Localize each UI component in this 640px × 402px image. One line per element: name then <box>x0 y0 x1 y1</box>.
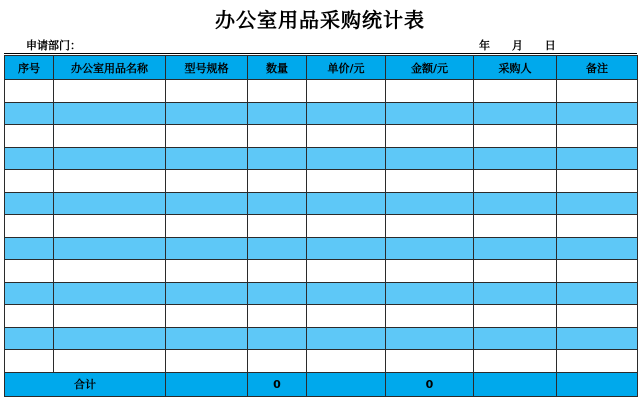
table-cell[interactable] <box>5 215 54 238</box>
table-cell[interactable] <box>557 102 638 125</box>
purchase-table <box>4 55 638 397</box>
table-cell[interactable] <box>54 80 166 103</box>
table-cell[interactable] <box>386 125 474 148</box>
table-row <box>5 282 638 305</box>
table-cell[interactable] <box>248 147 307 170</box>
table-cell[interactable] <box>166 147 248 170</box>
table-cell[interactable] <box>54 215 166 238</box>
table-cell[interactable] <box>307 170 386 193</box>
table-cell[interactable] <box>557 125 638 148</box>
table-cell[interactable] <box>166 327 248 350</box>
table-row <box>5 237 638 260</box>
table-cell[interactable] <box>307 192 386 215</box>
table-cell[interactable] <box>474 102 557 125</box>
table-cell[interactable] <box>386 102 474 125</box>
table-cell[interactable] <box>474 170 557 193</box>
table-cell[interactable] <box>5 147 54 170</box>
table-cell[interactable] <box>248 125 307 148</box>
table-cell[interactable] <box>166 260 248 283</box>
table-cell[interactable] <box>474 80 557 103</box>
table-cell[interactable] <box>166 282 248 305</box>
table-cell[interactable] <box>557 80 638 103</box>
table-cell[interactable] <box>166 237 248 260</box>
date-line <box>479 37 556 53</box>
month-label: 月 <box>511 39 523 52</box>
day-label: 日 <box>544 39 556 52</box>
table-cell[interactable] <box>307 215 386 238</box>
total-amount[interactable]: 0 <box>386 372 474 396</box>
table-cell[interactable] <box>248 102 307 125</box>
table-cell[interactable] <box>307 327 386 350</box>
table-cell[interactable] <box>307 282 386 305</box>
table-cell[interactable] <box>5 102 54 125</box>
table-cell[interactable] <box>557 215 638 238</box>
table-cell[interactable] <box>386 237 474 260</box>
table-cell[interactable] <box>54 327 166 350</box>
total-cell-buyer[interactable] <box>474 372 557 396</box>
table-cell[interactable] <box>166 305 248 328</box>
table-cell[interactable] <box>5 80 54 103</box>
table-cell[interactable] <box>54 305 166 328</box>
table-cell[interactable] <box>54 102 166 125</box>
header-cell-buyer: 采购人 <box>474 56 557 80</box>
table-cell[interactable] <box>166 102 248 125</box>
table-cell[interactable] <box>557 170 638 193</box>
table-cell[interactable] <box>474 125 557 148</box>
table-cell[interactable] <box>307 305 386 328</box>
table-row <box>5 260 638 283</box>
meta-line <box>0 37 640 53</box>
table-cell[interactable] <box>557 282 638 305</box>
table-cell[interactable] <box>54 170 166 193</box>
header-cell-unit-price: 单价/元 <box>307 56 386 80</box>
table-cell[interactable] <box>54 282 166 305</box>
table-cell[interactable] <box>166 350 248 373</box>
table-cell[interactable] <box>307 102 386 125</box>
table-cell[interactable] <box>557 147 638 170</box>
table-cell[interactable] <box>54 125 166 148</box>
table-cell[interactable] <box>557 327 638 350</box>
table-cell[interactable] <box>166 80 248 103</box>
table-cell[interactable] <box>307 125 386 148</box>
table-cell[interactable] <box>474 237 557 260</box>
table-cell[interactable] <box>557 260 638 283</box>
table-cell[interactable] <box>5 282 54 305</box>
table-cell[interactable] <box>166 192 248 215</box>
table-row <box>5 170 638 193</box>
table-row <box>5 102 638 125</box>
table-body <box>5 80 638 373</box>
table-cell[interactable] <box>386 327 474 350</box>
table-cell[interactable] <box>474 147 557 170</box>
table-cell[interactable] <box>5 192 54 215</box>
table-row <box>5 327 638 350</box>
header-cell-spec: 型号规格 <box>166 56 248 80</box>
table-cell[interactable] <box>386 305 474 328</box>
table-row <box>5 350 638 373</box>
table-row <box>5 192 638 215</box>
table-cell[interactable] <box>474 305 557 328</box>
table-cell[interactable] <box>248 80 307 103</box>
table-cell[interactable] <box>474 215 557 238</box>
table-cell[interactable] <box>307 237 386 260</box>
header-cell-index: 序号 <box>5 56 54 80</box>
table-cell[interactable] <box>5 350 54 373</box>
department-label: 申请部门： <box>26 39 81 52</box>
table-cell[interactable] <box>307 260 386 283</box>
table-cell[interactable] <box>386 215 474 238</box>
table-cell[interactable] <box>166 125 248 148</box>
header-cell-remarks: 备注 <box>557 56 638 80</box>
table-cell[interactable] <box>474 327 557 350</box>
table-cell[interactable] <box>54 350 166 373</box>
table-row <box>5 80 638 103</box>
total-label[interactable]: 合计 <box>5 372 166 396</box>
table-cell[interactable] <box>248 215 307 238</box>
table-cell[interactable] <box>307 147 386 170</box>
table-cell[interactable] <box>54 147 166 170</box>
table-cell[interactable] <box>54 260 166 283</box>
meta-underline <box>4 53 637 54</box>
table-cell[interactable] <box>248 237 307 260</box>
table-cell[interactable] <box>5 260 54 283</box>
table-cell[interactable] <box>386 192 474 215</box>
table-cell[interactable] <box>248 282 307 305</box>
table-cell[interactable] <box>386 80 474 103</box>
table-cell[interactable] <box>386 260 474 283</box>
table-cell[interactable] <box>5 125 54 148</box>
total-quantity[interactable]: 0 <box>248 372 307 396</box>
table-cell[interactable] <box>248 305 307 328</box>
table-cell[interactable] <box>248 170 307 193</box>
year-label: 年 <box>479 39 490 52</box>
table-row <box>5 305 638 328</box>
table-cell[interactable] <box>386 170 474 193</box>
table-cell[interactable] <box>474 260 557 283</box>
table-cell[interactable] <box>307 80 386 103</box>
table-cell[interactable] <box>474 282 557 305</box>
total-cell-remarks[interactable] <box>557 372 638 396</box>
table-cell[interactable] <box>166 215 248 238</box>
table-cell[interactable] <box>557 305 638 328</box>
table-cell[interactable] <box>54 192 166 215</box>
header-cell-quantity: 数量 <box>248 56 307 80</box>
table-cell[interactable] <box>166 170 248 193</box>
table-cell[interactable] <box>248 192 307 215</box>
table-cell[interactable] <box>5 170 54 193</box>
table-cell[interactable] <box>248 350 307 373</box>
total-cell-spec[interactable] <box>166 372 248 396</box>
table-cell[interactable] <box>54 237 166 260</box>
table-cell[interactable] <box>386 147 474 170</box>
table-cell[interactable] <box>5 237 54 260</box>
table-row <box>5 147 638 170</box>
table-cell[interactable] <box>557 192 638 215</box>
total-row <box>5 372 638 396</box>
table-cell[interactable] <box>474 350 557 373</box>
table-cell[interactable] <box>386 350 474 373</box>
table-cell[interactable] <box>5 305 54 328</box>
table-cell[interactable] <box>5 327 54 350</box>
table-cell[interactable] <box>557 237 638 260</box>
table-row <box>5 125 638 148</box>
header-row <box>5 56 638 80</box>
total-cell-unit-price[interactable] <box>307 372 386 396</box>
table-cell[interactable] <box>307 350 386 373</box>
table-cell[interactable] <box>557 350 638 373</box>
header-cell-item-name: 办公室用品名称 <box>54 56 166 80</box>
table-row <box>5 215 638 238</box>
header-cell-amount: 金额/元 <box>386 56 474 80</box>
table-cell[interactable] <box>248 327 307 350</box>
table-cell[interactable] <box>248 260 307 283</box>
table-cell[interactable] <box>474 192 557 215</box>
sheet-title: 办公室用品采购统计表 <box>215 8 425 32</box>
table-cell[interactable] <box>386 282 474 305</box>
